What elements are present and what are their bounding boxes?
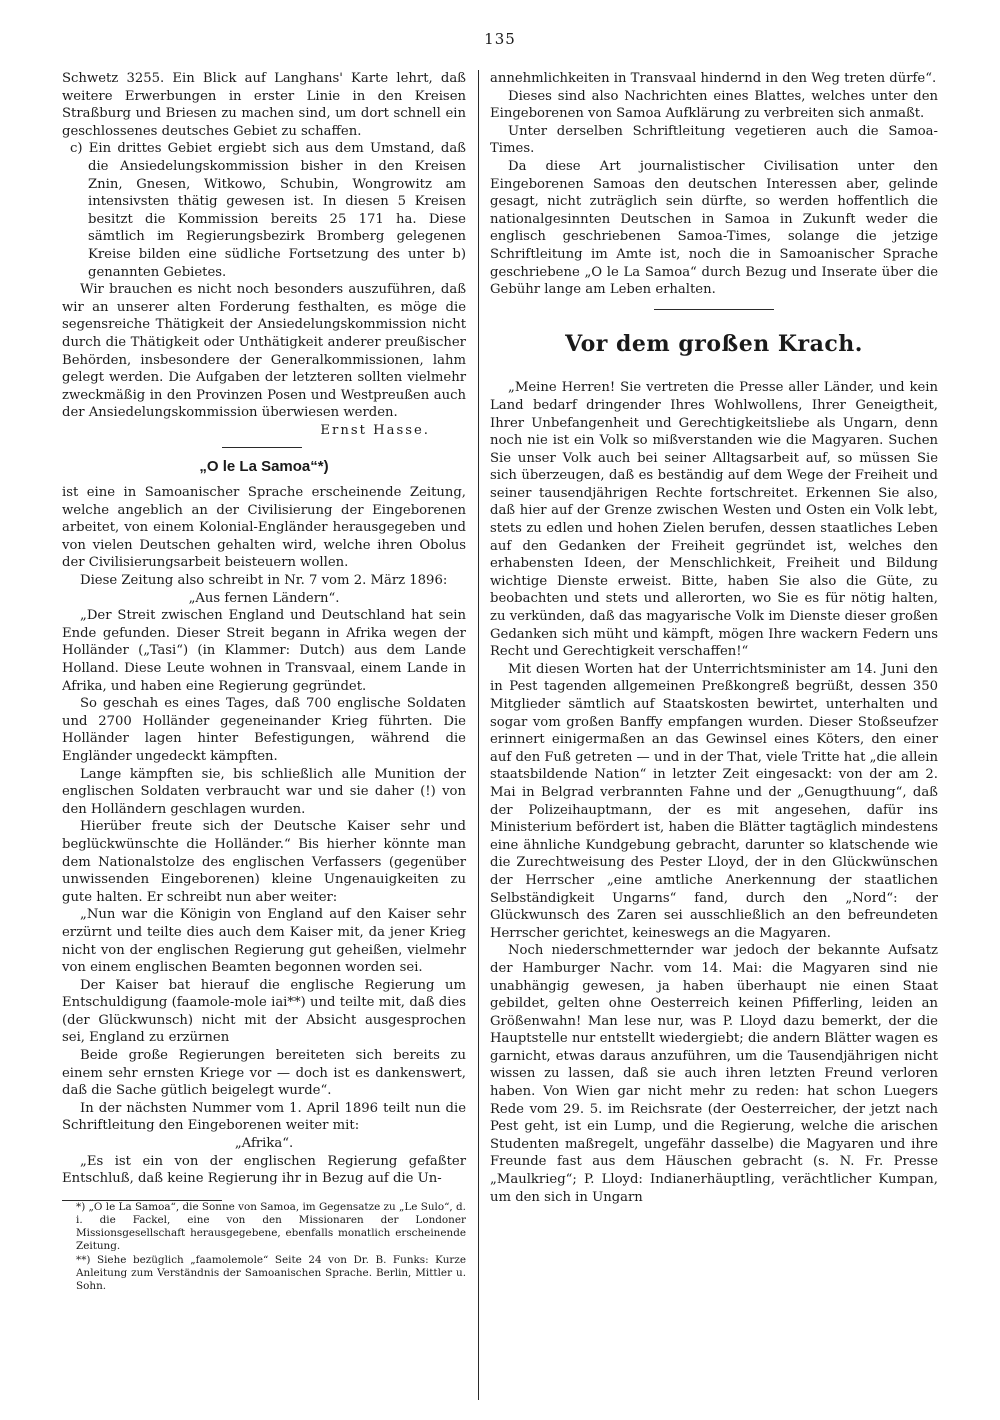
- left-paragraph-8: Lange kämpften sie, bis schließlich alle Munition der englischen Soldaten verbraucht war und sie daher (!) von den Holländern geschlagen wurden.: [62, 766, 466, 817]
- footnote-2: **) Siehe bezüglich „faamolemole“ Seite 24 von Dr. B. Funks: Kurze Anleitung zum Verständnis der Samoanischen Sprache. Berlin, Mittler u. Sohn.: [76, 1253, 466, 1293]
- right-paragraph-6: Mit diesen Worten hat der Unterrichtsminister am 14. Juni den in Pest tagenden allgemeinen Preßkongreß begrüßt, dessen 350 Mitglieder sämtlich auf Staatskosten bewirtet, unterhalten und sogar vom großen Banffy empfangen wurden. Dieser Stoßseufzer erinnert einigermaßen an das Gewinsel eines Köters, den einer auf den Fuß getreten — und in der That, viele Tritte hat „die allein staatsbildende Nation“ in letzter Zeit eingesackt: von der am 2. Mai in Belgrad verbrannten Fahne und der „Genugthuung“, daß der Polizeihauptmann, der es mit angesehen, dafür ins Ministerium befördert ist, haben die Blätter tagtäglich mindestens eine ähnliche Kundgebung gebracht, darunter so klatschende wie die Zurechtweisung des Pester Lloyd, der in den Glückwünschen der Herrscher „eine amtliche Anerkennung der staatlichen Selbständigkeit Ungarns“ fand, durch den „Nord“: der Glückwunsch des Zaren sei ausschließlich an den befreundeten Herrscher gerichtet, keineswegs an die Magyaren.: [490, 661, 938, 941]
- left-paragraph-9: Hierüber freute sich der Deutsche Kaiser sehr und beglückwünschte die Holländer.“ Bis hierher könnte man dem Nationalstolze des englischen Verfassers (gegenüber unwissenden Eingeborenen) kleine Ungenauigkeiten zu gute halten. Er schreibt nun aber weiter:: [62, 819, 466, 905]
- left-paragraph-5: Diese Zeitung also schreibt in Nr. 7 vom 2. März 1896:: [80, 573, 448, 589]
- left-quote-title-1: „Aus fernen Ländern“.: [188, 590, 340, 606]
- right-paragraph-7: Noch niederschmetternder war jedoch der bekannte Aufsatz der Hamburger Nachr. vom 14. Mai: die Magyaren sind nie unabhängig gewesen, ja haben überhaupt nie einen Staat gebildet, gelten ohne Oesterreich keinen Pfifferling, leiden an Größenwahn! Man lese nur, was P. Lloyd dazu bemerkt, der die Hauptstelle nur entstellt wiedergiebt; die andern Blätter wagen es garnicht, etwas daraus anzuführen, um die Tausendjährigen nicht wissen zu lassen, daß sie auch ihren letzten Freund verloren haben. Von Wien gar nicht mehr zu reden: hat schon Luegers Rede vom 29. 5. im Reichsrate (der Oesterreicher, der jetzt nach Pest geht, ist ein Lump, und die Regierung, welche die arischen Studenten maßregelt, ungefähr dasselbe) die Magyaren und ihre Freunde fast aus dem Häuschen gebracht (s. N. Fr. Presse „Maulkrieg“; P. Lloyd: Indianerhäuptling, verächtlicher Kumpan, um den sich in Ungarn: [490, 943, 938, 1205]
- right-paragraph-2: Dieses sind also Nachrichten eines Blattes, welches unter den Eingeborenen von Samoa Aufklärung zu verbreiten sich anmaßt.: [490, 88, 938, 122]
- article-heading-samoa: „O le La Samoa“*): [199, 458, 329, 476]
- right-column: [490, 70, 938, 1206]
- left-paragraph-1: Schwetz 3255. Ein Blick auf Langhans' Karte lehrt, daß weitere Erwerbungen in erster Linie in den Kreisen Straßburg und Briesen zu machen sind, um dort schnell ein geschlossenes deutsches Gebiet zu schaffen.: [62, 71, 466, 139]
- left-paragraph-14: „Es ist ein von der englischen Regierung gefaßter Entschluß, daß keine Regierung ihr in Bezug auf die Un-: [62, 1153, 466, 1187]
- footnotes: [62, 1201, 466, 1293]
- left-paragraph-11: Der Kaiser bat hierauf die englische Regierung um Entschuldigung (faamole-mole iai**) und teilte mit, daß dies (der Glückwunsch) nicht mit der Absicht ausgesprochen sei, England zu erzürnen: [62, 977, 466, 1046]
- left-paragraph-3: Wir brauchen es nicht noch besonders auszuführen, daß wir an unserer alten Forderung festhalten, es möge die segensreiche Thätigkeit der Ansiedelungskommission nicht durch die Thätigkeit oder Unthätigkeit anderer preußischer Behörden, insbesondere der Generalkommissionen, lahm gelegt werden. Die Aufgaben der letzteren sollten vielmehr zweckmäßig in den Provinzen Posen und Westpreußen auch der Ansiedelungskommission überwiesen werden.: [62, 282, 466, 421]
- right-paragraph-4: Da diese Art journalistischer Civilisation unter den Eingeborenen Samoas den deutschen Interessen aber, gelinde gesagt, nicht zuträglich sein dürfte, so werden hoffentlich die nationalgesinnten Deutschen in Samoa in Zukunft weder die englisch geschriebenen Samoa-Times, solange die jetzige Schriftleitung im Amte ist, noch die in Samoanischer Sprache geschriebene „O le La Samoa“ durch Bezug und Inserate über die Gebühr lange am Leben erhalten.: [490, 158, 938, 298]
- page-number: 135: [484, 30, 516, 48]
- section-divider: [222, 447, 302, 448]
- section-divider: [654, 309, 774, 310]
- footnote-1: *) „O le La Samoa“, die Sonne von Samoa, im Gegensatze zu „Le Sulo“, d. i. die Fackel, eine von den Missionaren der Londoner Missionsgesellschaft herausgegebene, ebenfalls monatlich erscheinende Zeitung.: [76, 1200, 466, 1253]
- article-heading-krach: Vor dem großen Krach.: [565, 330, 863, 357]
- left-paragraph-6: „Der Streit zwischen England und Deutschland hat sein Ende gefunden. Dieser Streit begann in Afrika wegen der Holländer („Tasi“) (in Klammer: Dutch) aus dem Lande Holland. Diese Leute wohnen in Transvaal, einem Lande in Afrika, und haben eine Regierung gegründet.: [62, 608, 466, 694]
- left-paragraph-13: In der nächsten Nummer vom 1. April 1896 teilt nun die Schriftleitung den Eingeborenen weiter mit:: [62, 1100, 466, 1134]
- right-paragraph-5: „Meine Herren! Sie vertreten die Presse aller Länder, und kein Land bedarf dringender Ihres Wohlwollens, Ihrer Geneigtheit, Ihrer Unbefangenheit und Gerechtigkeitsliebe als Ungarn, denn noch nie ist ein Volk so mißverstanden wie die Magyaren. Suchen Sie unser Volk auch bei seiner Alltagsarbeit auf, so müssen Sie sich überzeugen, daß es beständig auf dem Wege der Freiheit und seiner tausendjährigen Rechte fortschreitet. Erkennen Sie also, daß hier auf der Grenze zwischen Westen und Osten ein Volk lebt, stets zu edlen und hohen Zielen berufen, dessen staatliches Leben auf den Gedanken der Freiheit gegründet ist, welches den erhabensten Ideen, der Menschlichkeit, Freiheit und Bildung wichtige Dienste erweist. Bitte, haben Sie also die Güte, zu beobachten und stets und allerorten, wo Sie es für nötig halten, zu verkünden, daß das magyarische Volk im Dienste dieser großen Gedanken sich müht und kämpft, mögen Ihre wackern Federn uns Recht und Gerechtigkeit verschaffen!“: [490, 380, 938, 660]
- right-paragraph-1: annehmlichkeiten in Transvaal hindernd in den Weg treten dürfe“.: [490, 71, 937, 86]
- left-paragraph-2: c) Ein drittes Gebiet ergiebt sich aus dem Umstand, daß die Ansiedelungskommission bisher in den Kreisen Znin, Gnesen, Witkowo, Schubin, Wongrowitz am intensivsten thätig gewesen ist. In diesen 5 Kreisen besitzt die Kommission bereits 25 171 ha. Diese sämtlich im Regierungsbezirk Bromberg gelegenen Kreise bilden eine südliche Fortsetzung des unter b) genannten Gebietes.: [70, 141, 466, 280]
- left-column: [62, 70, 466, 1293]
- left-quote-title-2: „Afrika“.: [234, 1136, 294, 1152]
- left-paragraph-10: „Nun war die Königin von England auf den Kaiser sehr erzürnt und teilte dies auch dem Kaiser mit, da jener Krieg nicht von der englischen Regierung gut geheißen, vielmehr von einem englischen Beamten begonnen worden sei.: [62, 907, 466, 976]
- column-divider: [478, 70, 479, 1400]
- left-paragraph-7: So geschah es eines Tages, daß 700 englische Soldaten und 2700 Holländer gegeneinander Krieg führten. Die Holländer lagen hinter Befestigungen, während die Engländer ungedeckt kämpften.: [62, 696, 466, 764]
- author-signature: Ernst Hasse.: [320, 422, 430, 438]
- left-paragraph-4: ist eine in Samoanischer Sprache erscheinende Zeitung, welche angeblich an der Civilisierung der Eingeborenen arbeitet, von einem Kolonial-Engländer herausgegeben und von vielen Deutschen gehalten wird, welche ihren Obolus der Civilisierungsarbeit beisteuern wollen.: [62, 485, 466, 571]
- left-paragraph-12: Beide große Regierungen bereiteten sich bereits zu einem sehr ernsten Kriege vor — doch ist es dankenswert, daß die Sache gütlich beigelegt wurde“.: [62, 1048, 466, 1099]
- right-paragraph-3: Unter derselben Schriftleitung vegetieren auch die Samoa-Times.: [490, 123, 938, 157]
